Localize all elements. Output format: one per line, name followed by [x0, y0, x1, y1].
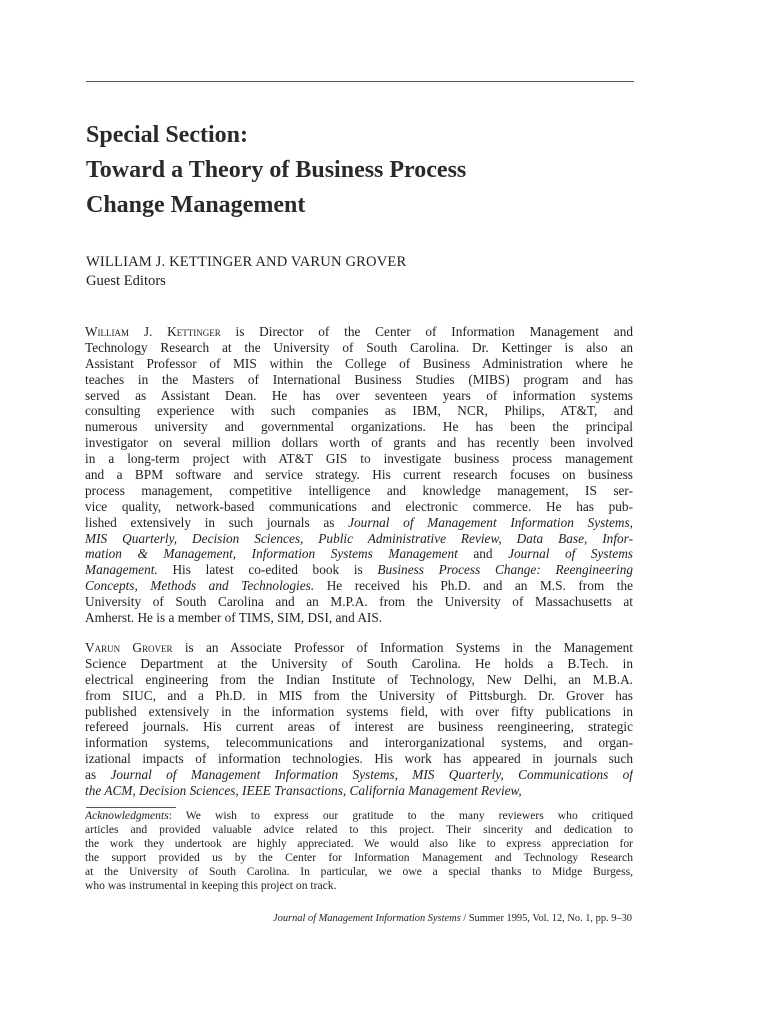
footnote-line — [85, 851, 633, 865]
bio-line — [85, 467, 633, 483]
text: Amherst. He is a member of TIMS, SIM, DSI, and AIS. — [85, 610, 383, 626]
text: teaches in the Masters of International Business Studies (MIBS) program and has — [85, 371, 633, 387]
text: vice quality, network-based communications and electronic commerce. He has pub- — [85, 498, 633, 514]
guest-editor-role: Guest Editors — [86, 273, 166, 289]
bio-line — [85, 388, 633, 404]
bio-line — [85, 340, 633, 356]
bio-line — [85, 719, 633, 735]
footnote-rule — [86, 807, 176, 808]
text: as — [85, 767, 111, 783]
bio-line — [85, 372, 633, 388]
text: refereed journals. His current areas of interest are business reengineering, strategic — [85, 719, 633, 735]
footnote-line — [85, 865, 633, 879]
text: investigator on several million dollars worth of grants and has recently been involved — [85, 435, 633, 451]
footnote-line — [85, 809, 633, 823]
title-line: Special Section: — [86, 122, 248, 148]
bio-line — [85, 403, 633, 419]
text: numerous university and governmental organizations. He has been the principal — [85, 419, 633, 435]
text: is Director of the Center of Information Management and — [235, 324, 633, 339]
journal-citation-footer — [243, 913, 632, 925]
text: in a long-term project with AT&T GIS to investigate business process management — [85, 451, 633, 467]
bio-line — [85, 578, 633, 594]
text: served as Assistant Dean. He has over seventeen years of information systems — [85, 387, 633, 403]
italic-text: mation & Management, Information Systems Management — [85, 546, 458, 562]
text: articles and provided valuable advice related to this project. Their sincerity and dedication to — [85, 823, 633, 837]
text: Assistant Professor of MIS within the College of Business Administration where he — [85, 355, 633, 371]
bio-line — [85, 356, 633, 372]
bio-line — [85, 640, 633, 656]
italic-text: MIS Quarterly, Decision Sciences, Public Administrative Review, Data Base, Infor- — [85, 530, 633, 546]
text: at the University of South Carolina. In particular, we owe a special thanks to Midge Burgess, — [85, 865, 633, 879]
top-rule — [86, 81, 634, 82]
bio-line — [85, 656, 633, 672]
bio-line — [85, 672, 633, 688]
bio-line — [85, 704, 633, 720]
text: is an Associate Professor of Information Systems in the Management — [184, 640, 633, 655]
footnote-line — [85, 823, 633, 837]
text: and — [457, 546, 509, 562]
bio-line — [85, 562, 633, 578]
text: and a BPM software and service strategy. His current research focuses on business — [85, 467, 633, 483]
text: consulting experience with such companies as IBM, NCR, Philips, AT&T, and — [85, 403, 633, 419]
bio-line — [85, 735, 633, 751]
guest-editor-names: WILLIAM J. KETTINGER AND VARUN GROVER — [86, 254, 407, 270]
text: process management, competitive intelligence and knowledge management, IS ser- — [85, 482, 633, 498]
text: the support provided us by the Center for Information Management and Technology Research — [85, 851, 633, 865]
text: Science Department at the University of South Carolina. He holds a B.Tech. in — [85, 655, 633, 671]
bio-line — [85, 483, 633, 499]
italic-text: Management. — [85, 562, 158, 578]
text: published extensively in the information systems field, with over fifty publications in — [85, 703, 633, 719]
footnote-line — [85, 837, 633, 851]
bio-line — [85, 610, 633, 626]
bio-line — [85, 751, 633, 767]
text: the work they undertook are highly appreciated. We would also like to express appreciation for — [85, 837, 633, 851]
section-title — [86, 118, 646, 223]
italic-text: Journal of Management Information Systems, MIS Quarterly, Communications of — [110, 767, 633, 783]
text: from SIUC, and a Ph.D. in MIS from the University of Pittsburgh. Dr. Grover has — [85, 687, 633, 703]
text: electrical engineering from the Indian Institute of Technology, New Delhi, an M.B.A. — [85, 671, 633, 687]
text: University of South Carolina and an M.P.A. from the University of Massachusetts at — [85, 594, 633, 610]
bio-line — [85, 688, 633, 704]
bio-line — [85, 451, 633, 467]
bio-line — [85, 783, 633, 799]
text: information systems, telecommunications and interorganizational systems, and organ- — [85, 735, 633, 751]
issue-info: / Summer 1995, Vol. 12, No. 1, pp. 9–30 — [460, 913, 632, 924]
text: lished extensively in such journals as — [85, 514, 349, 530]
bio-line — [85, 435, 633, 451]
acknowledgments-footnote — [85, 809, 633, 894]
text: Technology Research at the University of South Carolina. Dr. Kettinger is also an — [85, 339, 633, 355]
bio-line — [85, 767, 633, 783]
text: who was instrumental in keeping this project on track. — [85, 879, 337, 893]
italic-text: the ACM, Decision Sciences, IEEE Transactions, California Management Review, — [85, 783, 522, 799]
bio-line — [85, 499, 633, 515]
bio-line — [85, 324, 633, 340]
title-line: Change Management — [86, 192, 306, 218]
bio-kettinger — [85, 324, 633, 626]
bio-author-name: Varun Grover — [85, 640, 173, 655]
bio-line — [85, 546, 633, 562]
italic-text: Concepts, Methods and Technologies. — [85, 578, 315, 594]
acknowledgments-label: Acknowledgments — [85, 809, 169, 822]
bio-line — [85, 594, 633, 610]
text: His latest co-edited book is — [157, 562, 378, 578]
text: He received his Ph.D. and an M.S. from the — [314, 578, 633, 594]
bio-line — [85, 515, 633, 531]
italic-text: Journal of Management Information Systems, — [348, 514, 633, 530]
title-line: Toward a Theory of Business Process — [86, 157, 467, 183]
bio-line — [85, 531, 633, 547]
text: izational impacts of information technologies. His work has appeared in journals such — [85, 751, 633, 767]
italic-text: Business Process Change: Reengineering — [377, 562, 633, 578]
italic-text: Journal of Systems — [508, 546, 633, 562]
text: : We wish to express our gratitude to the many reviewers who critiqued — [168, 809, 633, 822]
footnote-line — [85, 879, 633, 893]
bio-line — [85, 419, 633, 435]
bio-author-name: William J. Kettinger — [85, 324, 221, 339]
bio-grover — [85, 640, 633, 799]
journal-name: Journal of Management Information Systems — [273, 913, 461, 924]
